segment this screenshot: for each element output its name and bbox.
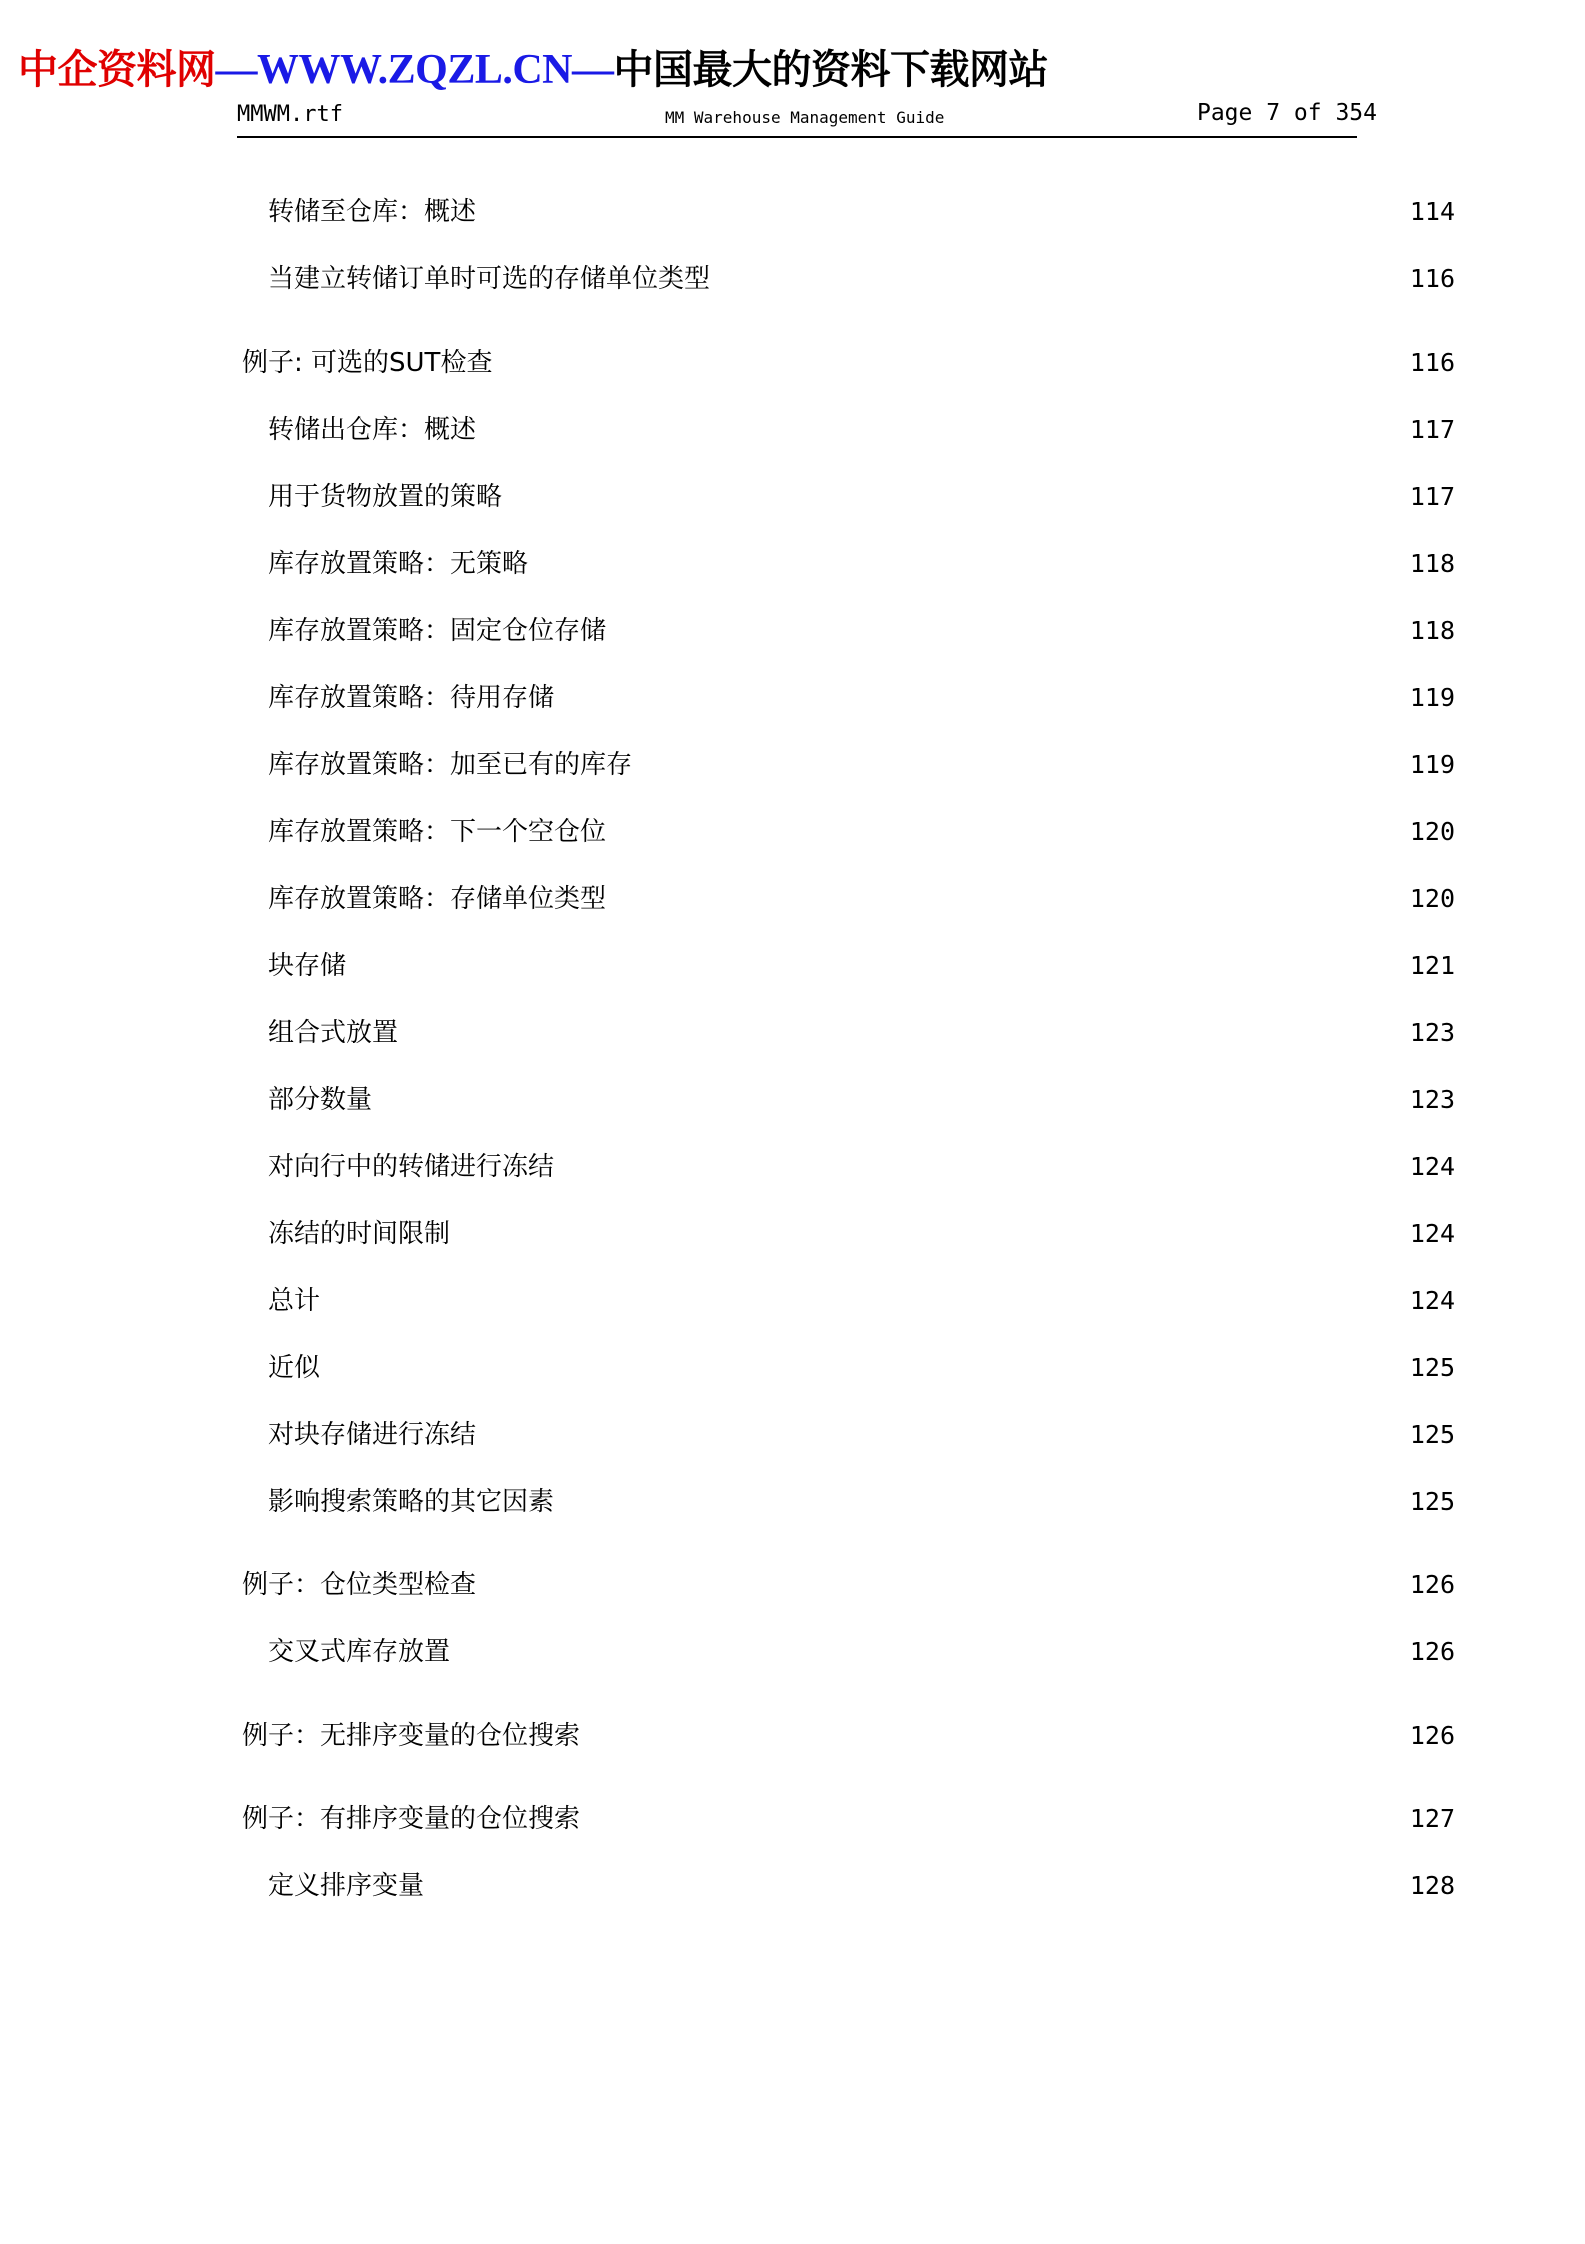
toc-entry-title: 例子：仓位类型检查 bbox=[242, 1570, 477, 1600]
toc-entry-title: 定义排序变量 bbox=[268, 1871, 425, 1901]
toc-entry[interactable] bbox=[0, 1716, 1585, 1756]
toc-entry-page: 117 bbox=[1409, 415, 1455, 444]
toc-entry[interactable] bbox=[0, 1482, 1585, 1522]
toc-entry-title: 库存放置策略：加至已有的库存 bbox=[268, 750, 633, 780]
toc-entry-title: 部分数量 bbox=[268, 1085, 373, 1115]
toc-entry-page: 119 bbox=[1409, 750, 1455, 779]
toc-entry[interactable] bbox=[0, 1799, 1585, 1839]
toc-entry-page: 124 bbox=[1409, 1286, 1455, 1315]
toc-entry-page: 120 bbox=[1409, 817, 1455, 846]
toc-entry-title: 总计 bbox=[268, 1286, 321, 1316]
toc-entry-title: 库存放置策略：下一个空仓位 bbox=[268, 817, 607, 847]
toc-entry-page: 128 bbox=[1409, 1871, 1455, 1900]
toc-entry[interactable] bbox=[0, 611, 1585, 651]
toc-entry[interactable] bbox=[0, 1281, 1585, 1321]
toc-entry[interactable] bbox=[0, 1632, 1585, 1672]
toc-entry[interactable] bbox=[0, 1080, 1585, 1120]
toc-entry-page: 114 bbox=[1409, 197, 1455, 226]
toc-entry[interactable] bbox=[0, 1214, 1585, 1254]
toc-entry[interactable] bbox=[0, 410, 1585, 450]
toc-entry-title: 库存放置策略：存储单位类型 bbox=[268, 884, 607, 914]
toc-entry-title: 用于货物放置的策略 bbox=[268, 482, 503, 512]
toc-entry[interactable] bbox=[0, 343, 1585, 383]
banner-site-url: —WWW.ZQZL.CN— bbox=[215, 47, 614, 93]
toc-entry-page: 126 bbox=[1409, 1721, 1455, 1750]
banner-site-name: 中企资料网 bbox=[18, 47, 216, 93]
toc-entry[interactable] bbox=[0, 1565, 1585, 1605]
toc-entry[interactable] bbox=[0, 544, 1585, 584]
site-banner bbox=[18, 40, 1048, 100]
toc-entry[interactable] bbox=[0, 879, 1585, 919]
page-header bbox=[237, 98, 1377, 138]
toc-entry-title: 例子：无排序变量的仓位搜索 bbox=[242, 1721, 581, 1751]
toc-entry-page: 124 bbox=[1409, 1152, 1455, 1181]
toc-entry-page: 126 bbox=[1409, 1570, 1455, 1599]
toc-entry-title: 近似 bbox=[268, 1353, 321, 1383]
toc-entry[interactable] bbox=[0, 946, 1585, 986]
toc-entry[interactable] bbox=[0, 192, 1585, 232]
toc-entry[interactable] bbox=[0, 745, 1585, 785]
toc-entry-title: 当建立转储订单时可选的存储单位类型 bbox=[268, 264, 711, 294]
toc-entry[interactable] bbox=[0, 1866, 1585, 1906]
toc-entry-title: 交叉式库存放置 bbox=[268, 1637, 451, 1667]
toc-entry[interactable] bbox=[0, 259, 1585, 299]
toc-entry-page: 125 bbox=[1409, 1420, 1455, 1449]
toc-entry[interactable] bbox=[0, 1013, 1585, 1053]
toc-entry-page: 117 bbox=[1409, 482, 1455, 511]
toc-entry-title: 库存放置策略：无策略 bbox=[268, 549, 529, 579]
toc-entry-page: 125 bbox=[1409, 1353, 1455, 1382]
toc-entry-title: 冻结的时间限制 bbox=[268, 1219, 451, 1249]
toc-entry-page: 124 bbox=[1409, 1219, 1455, 1248]
toc-entry[interactable] bbox=[0, 1147, 1585, 1187]
toc-entry[interactable] bbox=[0, 678, 1585, 718]
toc-entry-page: 121 bbox=[1409, 951, 1455, 980]
toc-entry-page: 119 bbox=[1409, 683, 1455, 712]
header-filename: MMWM.rtf bbox=[237, 102, 343, 127]
toc-entry-page: 123 bbox=[1409, 1018, 1455, 1047]
toc-entry-title: 例子: 可选的SUT检查 bbox=[242, 348, 493, 378]
header-page-number: Page 7 of 354 bbox=[1196, 100, 1377, 126]
toc-entry[interactable] bbox=[0, 477, 1585, 517]
toc-entry-page: 116 bbox=[1409, 348, 1455, 377]
header-guide-title: MM Warehouse Management Guide bbox=[665, 108, 945, 127]
toc-entry-title: 例子：有排序变量的仓位搜索 bbox=[242, 1804, 581, 1834]
toc-entry-page: 120 bbox=[1409, 884, 1455, 913]
toc-entry-title: 转储出仓库：概述 bbox=[268, 415, 477, 445]
toc-entry[interactable] bbox=[0, 1348, 1585, 1388]
toc-entry-page: 123 bbox=[1409, 1085, 1455, 1114]
toc-entry-page: 118 bbox=[1409, 616, 1455, 645]
toc-entry-title: 对块存储进行冻结 bbox=[268, 1420, 477, 1450]
toc-entry-page: 127 bbox=[1409, 1804, 1455, 1833]
toc-entry-title: 对向行中的转储进行冻结 bbox=[268, 1152, 555, 1182]
toc-entry[interactable] bbox=[0, 812, 1585, 852]
toc-entry-title: 库存放置策略：固定仓位存储 bbox=[268, 616, 607, 646]
toc-entry-title: 转储至仓库：概述 bbox=[268, 197, 477, 227]
toc-entry-title: 组合式放置 bbox=[268, 1018, 399, 1048]
toc-entry-title: 影响搜索策略的其它因素 bbox=[268, 1487, 555, 1517]
toc-entry-page: 125 bbox=[1409, 1487, 1455, 1516]
banner-slogan: 中国最大的资料下载网站 bbox=[613, 47, 1049, 93]
toc-entry-page: 126 bbox=[1409, 1637, 1455, 1666]
toc-entry-page: 116 bbox=[1409, 264, 1455, 293]
toc-entry[interactable] bbox=[0, 1415, 1585, 1455]
toc-entry-title: 块存储 bbox=[268, 951, 347, 981]
toc-entry-page: 118 bbox=[1409, 549, 1455, 578]
toc-entry-title: 库存放置策略：待用存储 bbox=[268, 683, 555, 713]
